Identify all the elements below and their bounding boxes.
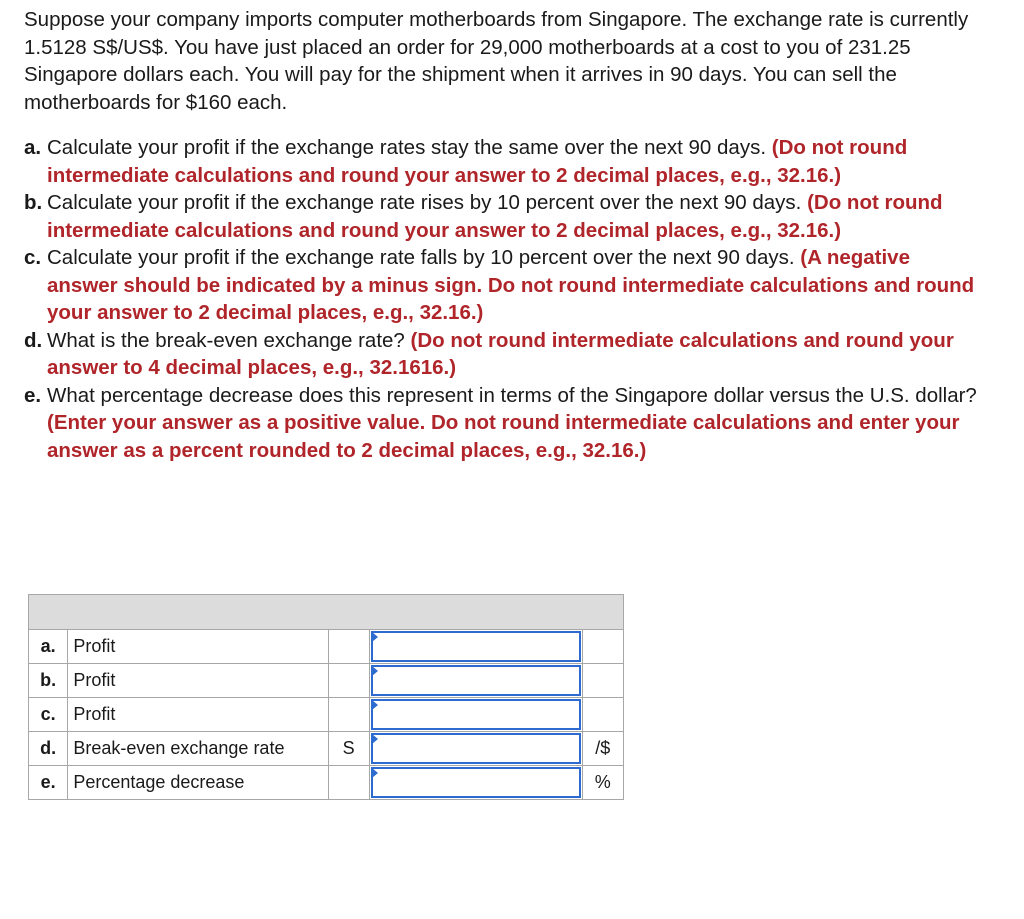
answer-input-e[interactable] xyxy=(371,767,581,798)
header-cell xyxy=(29,595,624,630)
row-label: Profit xyxy=(68,630,328,664)
row-prefix xyxy=(328,630,369,664)
row-prefix xyxy=(328,698,369,732)
question-e xyxy=(24,382,984,465)
row-letter: e. xyxy=(29,766,68,800)
question-letter: e. xyxy=(24,383,42,407)
row-suffix: % xyxy=(582,766,623,800)
answer-cell xyxy=(369,766,582,800)
row-prefix xyxy=(328,664,369,698)
problem-content xyxy=(24,6,984,464)
row-letter: a. xyxy=(29,630,68,664)
question-d xyxy=(24,327,984,382)
answer-cell xyxy=(369,732,582,766)
problem-intro: Suppose your company imports computer motherboards from Singapore. The exchange rate is currently 1.5128 S$/US$. You have just placed an order for 29,000 motherboards at a cost to you of 231.25 Singapore dollars each. You will pay for the shipment when it arrives in 90 days. You can sell the motherboards for $160 each. xyxy=(24,8,969,114)
question-note: (Do not round intermediate calculations and round your answer to 2 decimal places, e.g., 32.16.) xyxy=(47,191,943,242)
row-suffix xyxy=(582,630,623,664)
table-row xyxy=(29,732,624,766)
row-prefix xyxy=(328,766,369,800)
answer-table xyxy=(28,594,624,800)
question-text: Calculate your profit if the exchange rates stay the same over the next 90 days. xyxy=(47,136,767,159)
question-letter: d. xyxy=(24,328,43,352)
row-label: Break-even exchange rate xyxy=(68,732,328,766)
table-row xyxy=(29,630,624,664)
row-suffix xyxy=(582,664,623,698)
answer-table-header xyxy=(29,595,624,630)
row-suffix xyxy=(582,698,623,732)
answer-cell xyxy=(369,698,582,732)
question-note: (Do not round intermediate calculations and round your answer to 2 decimal places, e.g., 32.16.) xyxy=(47,136,908,187)
question-text: Calculate your profit if the exchange rate rises by 10 percent over the next 90 days. xyxy=(47,191,802,214)
question-a xyxy=(24,134,984,189)
question-letter: c. xyxy=(24,246,42,269)
answer-input-c[interactable] xyxy=(371,699,581,730)
question-letter: b. xyxy=(24,191,43,214)
question-note: (Enter your answer as a positive value. Do not round intermediate calculations and enter your answer as a percent rounded to 2 decimal places, e.g., 32.16.) xyxy=(47,411,960,462)
row-label: Profit xyxy=(68,698,328,732)
answer-cell xyxy=(369,630,582,664)
row-label: Percentage decrease xyxy=(68,766,328,800)
row-label: Profit xyxy=(68,664,328,698)
question-note: (A negative answer should be indicated by a minus sign. Do not round intermediate calculations and round your answer to 2 decimal places, e.g., 32.16.) xyxy=(47,246,975,324)
question-note: (Do not round intermediate calculations and round your answer to 4 decimal places, e.g., 32.1616.) xyxy=(47,328,954,379)
row-letter: d. xyxy=(29,732,68,766)
table-row xyxy=(29,698,624,732)
row-prefix: S xyxy=(328,732,369,766)
row-suffix: /$ xyxy=(582,732,623,766)
question-text: What is the break-even exchange rate? xyxy=(47,328,405,352)
row-letter: b. xyxy=(29,664,68,698)
table-row xyxy=(29,766,624,800)
row-letter: c. xyxy=(29,698,68,732)
answer-input-d[interactable] xyxy=(371,733,581,764)
answer-input-b[interactable] xyxy=(371,665,581,696)
question-letter: a. xyxy=(24,136,42,159)
question-list xyxy=(24,134,984,464)
question-b xyxy=(24,189,984,244)
question-text: What percentage decrease does this represent in terms of the Singapore dollar versus the U.S. dollar? xyxy=(47,383,977,407)
question-c xyxy=(24,244,984,327)
answer-cell xyxy=(369,664,582,698)
answer-input-a[interactable] xyxy=(371,631,581,662)
question-text: Calculate your profit if the exchange rate falls by 10 percent over the next 90 days. xyxy=(47,246,795,269)
table-row xyxy=(29,664,624,698)
